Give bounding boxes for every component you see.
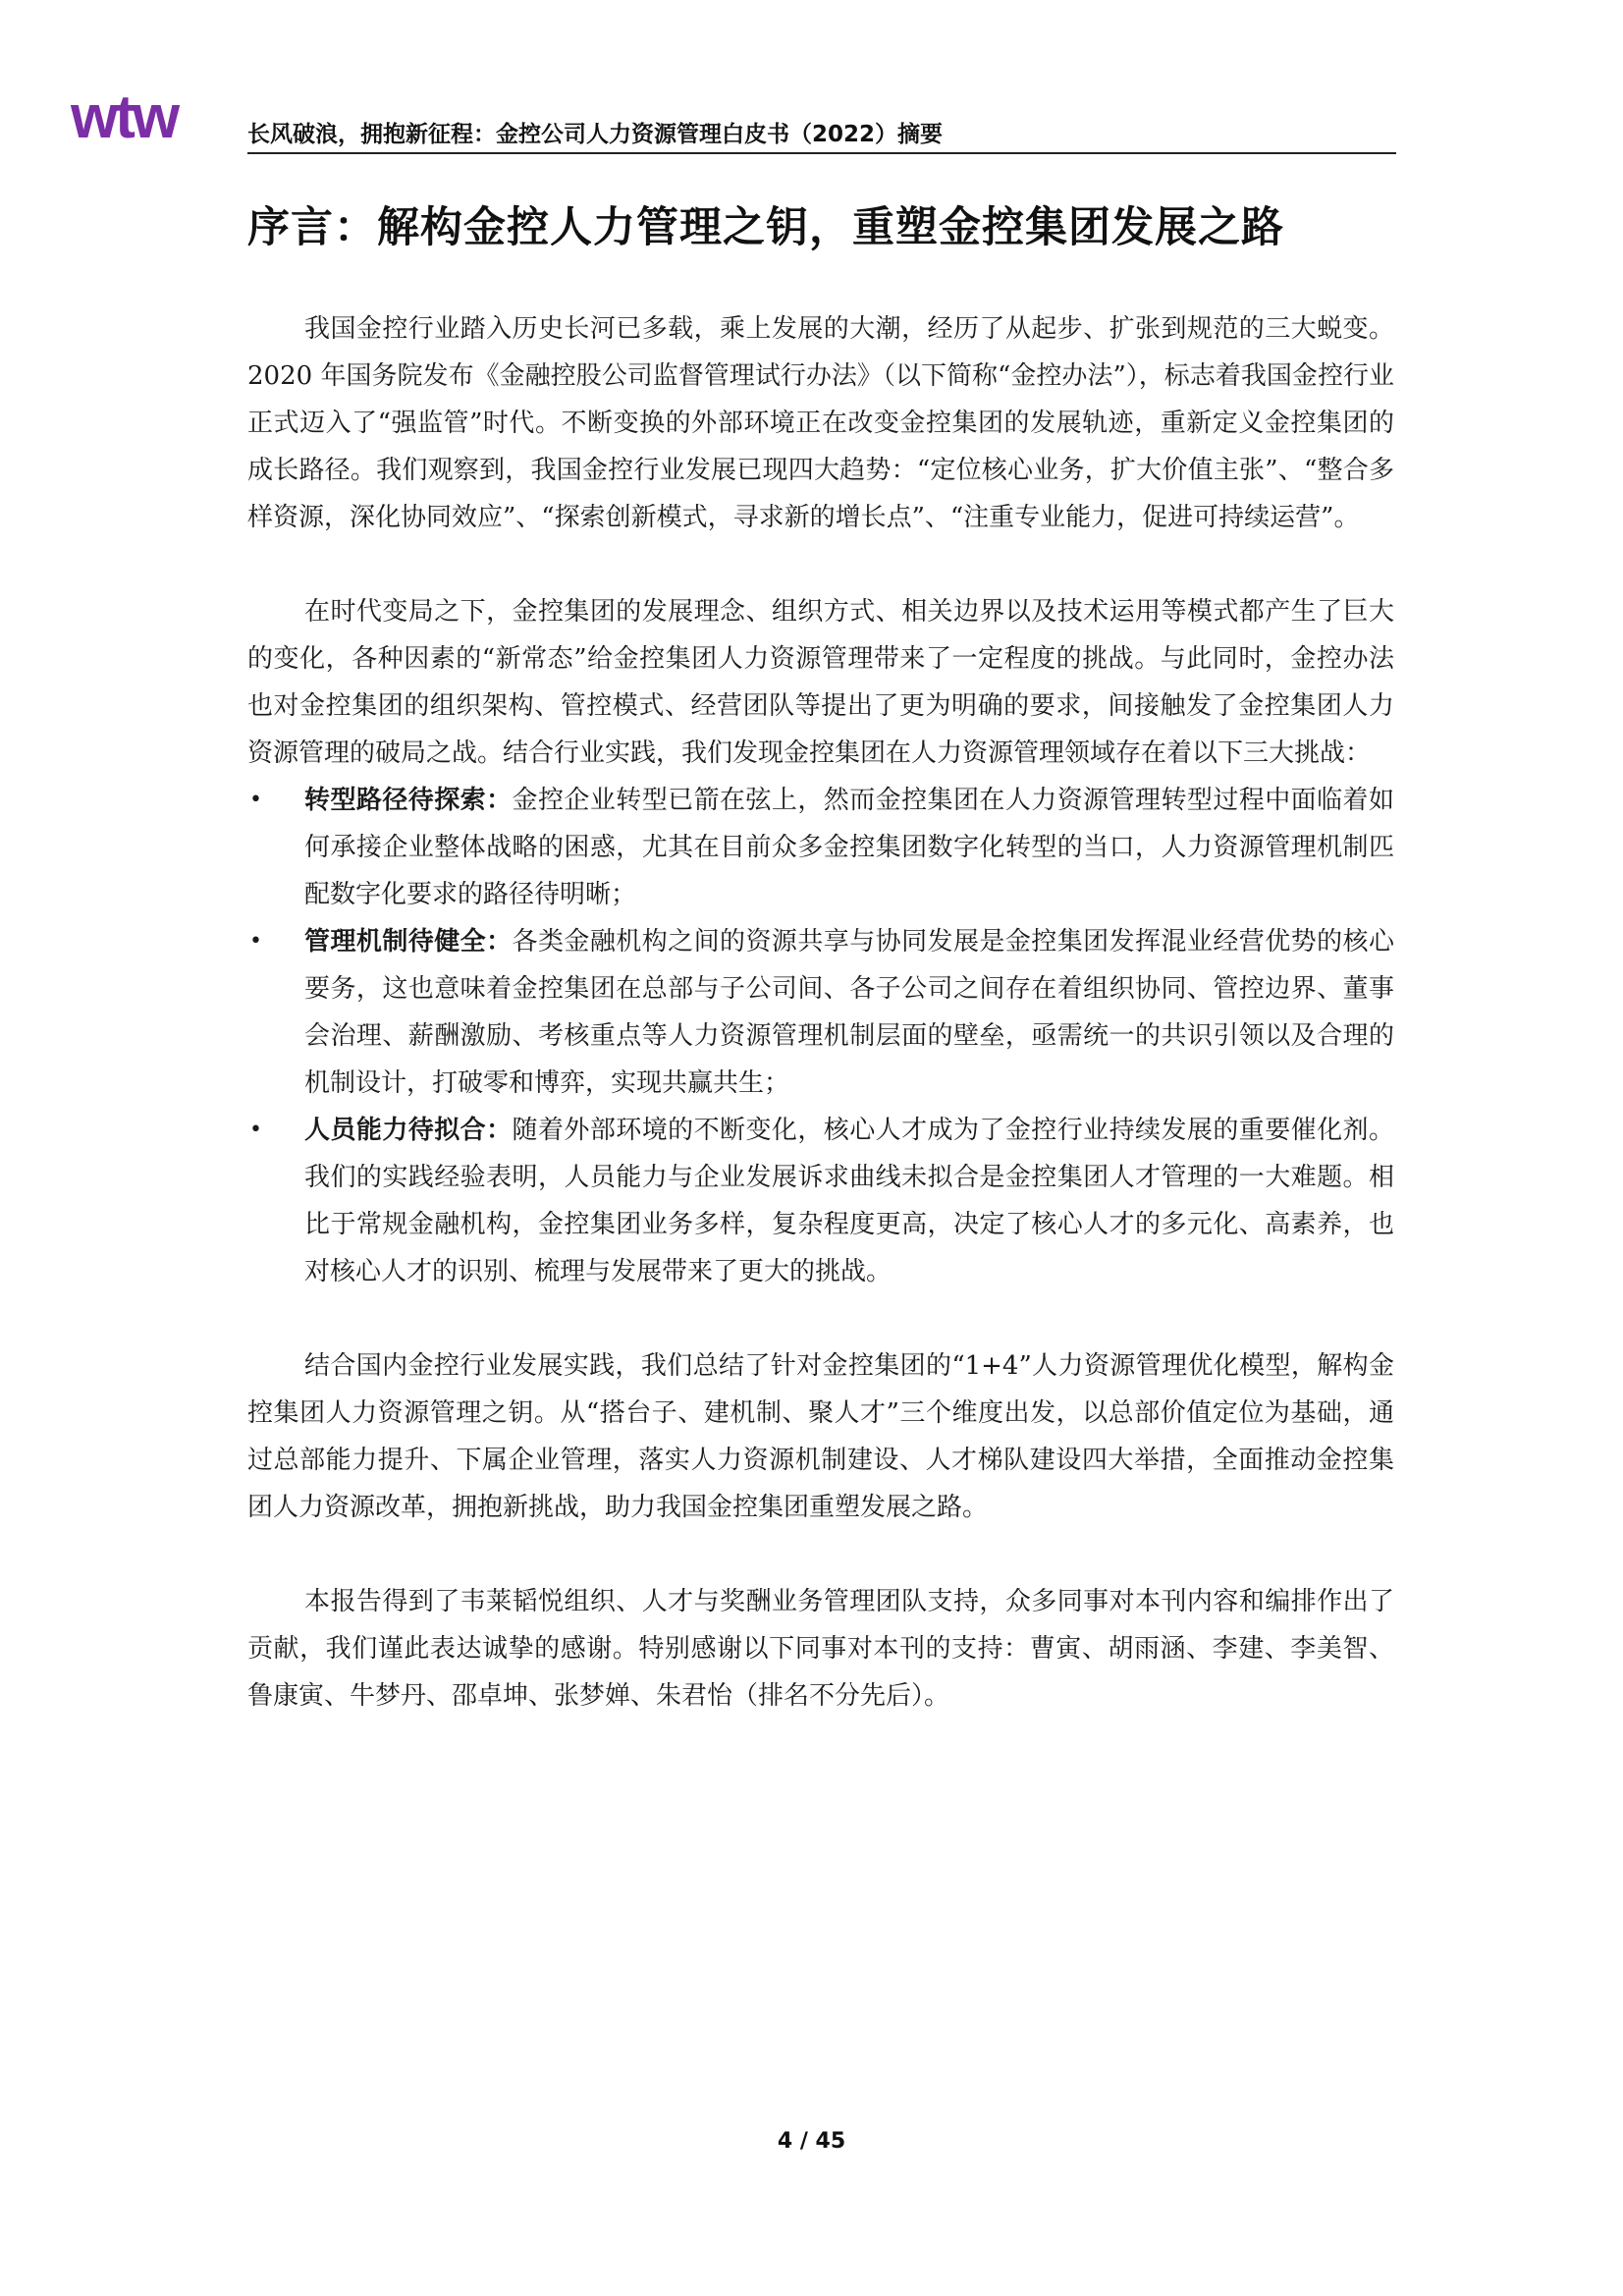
logo-text: wtw [71,90,178,149]
intro-paragraph-1: 我国金控行业踏入历史长河已多载，乘上发展的大潮，经历了从起步、扩张到规范的三大蜕变。2020 年国务院发布《金融控股公司监督管理试行办法》（以下简称“金控办法”），标志着我国金控行业正式迈入了“强监管”时代。不断变换的外部环境正在改变金控集团的发展轨迹，重新定义金控集团的成长路径。我们观察到，我国金控行业发展已现四大趋势：“定位核心业务，扩大价值主张”、“整合多样资源，深化协同效应”、“探索创新模式，寻求新的增长点”、“注重专业能力，促进可持续运营”。 [247,314,1394,532]
list-item [247,1107,1394,1295]
bullet-icon: • [249,788,262,812]
header-divider [247,152,1396,154]
acknowledgement-paragraph: 本报告得到了韦莱韬悦组织、人才与奖酬业务管理团队支持，众多同事对本刊内容和编排作出了贡献，我们谨此表达诚挚的感谢。特别感谢以下同事对本刊的支持：曹寅、胡雨涵、李建、李美智、鲁康寅、牛梦丹、邵卓坤、张梦婵、朱君怡（排名不分先后）。 [247,1587,1394,1711]
challenges-list [247,777,1394,1295]
challenge-text: 金控企业转型已箭在弦上，然而金控集团在人力资源管理转型过程中面临着如何承接企业整体战略的困惑，尤其在目前众多金控集团数字化转型的当口，人力资源管理机制匹配数字化要求的路径待明晰； [304,786,1394,909]
page-number: 4 / 45 [777,2129,846,2154]
challenge-text: 随着外部环境的不断变化，核心人才成为了金控行业持续发展的重要催化剂。我们的实践经验表明，人员能力与企业发展诉求曲线未拟合是金控集团人才管理的一大难题。相比于常规金融机构，金控集团业务多样，复杂程度更高，决定了核心人才的多元化、高素养，也对核心人才的识别、梳理与发展带来了更大的挑战。 [304,1116,1394,1286]
list-item [247,918,1394,1107]
challenge-term: 管理机制待健全： [304,927,513,957]
bullet-icon: • [249,1118,262,1142]
challenge-term: 转型路径待探索： [304,786,513,815]
wtw-logo [71,90,238,149]
bullet-icon: • [249,929,262,954]
list-item [247,777,1394,918]
report-header-title: 长风破浪，拥抱新征程：金控公司人力资源管理白皮书（2022）摘要 [247,122,944,147]
intro-paragraph-3: 结合国内金控行业发展实践，我们总结了针对金控集团的“1+4”人力资源管理优化模型，解构金控集团人力资源管理之钥。从“搭台子、建机制、聚人才”三个维度出发，以总部价值定位为基础，通过总部能力提升、下属企业管理，落实人力资源机制建设、人才梯队建设四大举措，全面推动金控集团人力资源改革，拥抱新挑战，助力我国金控集团重塑发展之路。 [247,1351,1394,1522]
main-content [247,305,1394,1767]
page-title: 序言：解构金控人力管理之钥，重塑金控集团发展之路 [247,203,1284,252]
challenge-text: 各类金融机构之间的资源共享与协同发展是金控集团发挥混业经营优势的核心要务，这也意味着金控集团在总部与子公司间、各子公司之间存在着组织协同、管控边界、董事会治理、薪酬激励、考核重点等人力资源管理机制层面的壁垒，亟需统一的共识引领以及合理的机制设计，打破零和博弈，实现共赢共生； [304,927,1394,1098]
challenge-term: 人员能力待拟合： [304,1116,513,1145]
intro-paragraph-2: 在时代变局之下，金控集团的发展理念、组织方式、相关边界以及技术运用等模式都产生了巨大的变化，各种因素的“新常态”给金控集团人力资源管理带来了一定程度的挑战。与此同时，金控办法也对金控集团的组织架构、管控模式、经营团队等提出了更为明确的要求，间接触发了金控集团人力资源管理的破局之战。结合行业实践，我们发现金控集团在人力资源管理领域存在着以下三大挑战： [247,597,1394,768]
